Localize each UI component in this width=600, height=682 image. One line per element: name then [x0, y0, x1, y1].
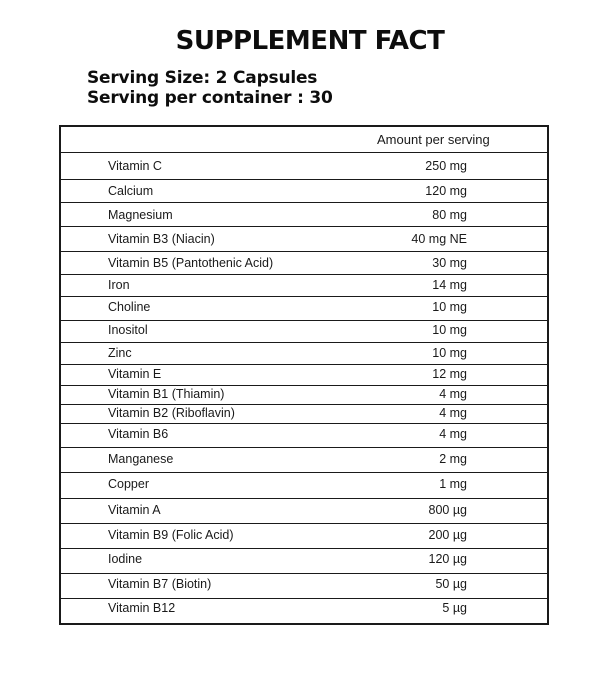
nutrient-amount: 120 mg	[425, 184, 467, 198]
row-divider	[61, 404, 547, 405]
nutrient-amount: 2 mg	[439, 452, 467, 466]
row-divider	[61, 548, 547, 549]
nutrient-amount: 250 mg	[425, 159, 467, 173]
nutrient-amount: 120 µg	[428, 552, 467, 566]
nutrient-name: Vitamin C	[108, 159, 162, 173]
row-divider	[61, 320, 547, 321]
amount-per-serving-header: Amount per serving	[377, 132, 490, 147]
nutrient-amount: 4 mg	[439, 427, 467, 441]
nutrient-amount: 40 mg NE	[411, 232, 467, 246]
row-divider	[61, 251, 547, 252]
row-divider	[61, 523, 547, 524]
nutrient-name: Iron	[108, 278, 130, 292]
nutrient-amount: 14 mg	[432, 278, 467, 292]
row-divider	[61, 342, 547, 343]
nutrient-amount: 30 mg	[432, 256, 467, 270]
nutrient-name: Copper	[108, 477, 149, 491]
serving-size: Serving Size: 2 Capsules	[87, 68, 318, 88]
nutrient-amount: 800 µg	[428, 503, 467, 517]
row-divider	[61, 498, 547, 499]
row-divider	[61, 423, 547, 424]
nutrient-amount: 4 mg	[439, 387, 467, 401]
row-divider	[61, 385, 547, 386]
nutrient-name: Vitamin B1 (Thiamin)	[108, 387, 225, 401]
nutrient-amount: 12 mg	[432, 367, 467, 381]
nutrient-name: Zinc	[108, 346, 132, 360]
nutrient-name: Vitamin E	[108, 367, 162, 381]
nutrient-amount: 10 mg	[432, 346, 467, 360]
row-divider	[61, 202, 547, 203]
row-divider	[61, 274, 547, 275]
nutrient-name: Manganese	[108, 452, 174, 466]
nutrient-name: Choline	[108, 300, 151, 314]
nutrient-amount: 1 mg	[439, 477, 467, 491]
servings-per-container: Serving per container : 30	[87, 88, 333, 108]
nutrient-amount: 4 mg	[439, 406, 467, 420]
nutrient-name: Iodine	[108, 552, 143, 566]
nutrient-amount: 80 mg	[432, 208, 467, 222]
nutrient-name: Vitamin B5 (Pantothenic Acid)	[108, 256, 274, 270]
page-title: SUPPLEMENT FACT	[175, 26, 445, 56]
nutrient-name: Calcium	[108, 184, 154, 198]
nutrient-amount: 10 mg	[432, 323, 467, 337]
row-divider	[61, 296, 547, 297]
nutrient-name: Vitamin B12	[108, 601, 176, 615]
row-divider	[61, 152, 547, 153]
nutrient-name: Vitamin B2 (Riboflavin)	[108, 406, 235, 420]
row-divider	[61, 364, 547, 365]
row-divider	[61, 226, 547, 227]
nutrient-name: Vitamin A	[108, 503, 161, 517]
row-divider	[61, 179, 547, 180]
row-divider	[61, 598, 547, 599]
nutrient-name: Vitamin B3 (Niacin)	[108, 232, 215, 246]
row-divider	[61, 472, 547, 473]
nutrient-name: Vitamin B6	[108, 427, 169, 441]
row-divider	[61, 573, 547, 574]
nutrient-amount: 200 µg	[428, 528, 467, 542]
nutrient-amount: 50 µg	[435, 577, 467, 591]
nutrient-name: Vitamin B7 (Biotin)	[108, 577, 212, 591]
row-divider	[61, 447, 547, 448]
supplement-facts-table	[59, 125, 549, 625]
nutrient-amount: 5 µg	[442, 601, 467, 615]
nutrient-name: Vitamin B9 (Folic Acid)	[108, 528, 234, 542]
nutrient-amount: 10 mg	[432, 300, 467, 314]
nutrient-name: Inositol	[108, 323, 148, 337]
nutrient-name: Magnesium	[108, 208, 173, 222]
